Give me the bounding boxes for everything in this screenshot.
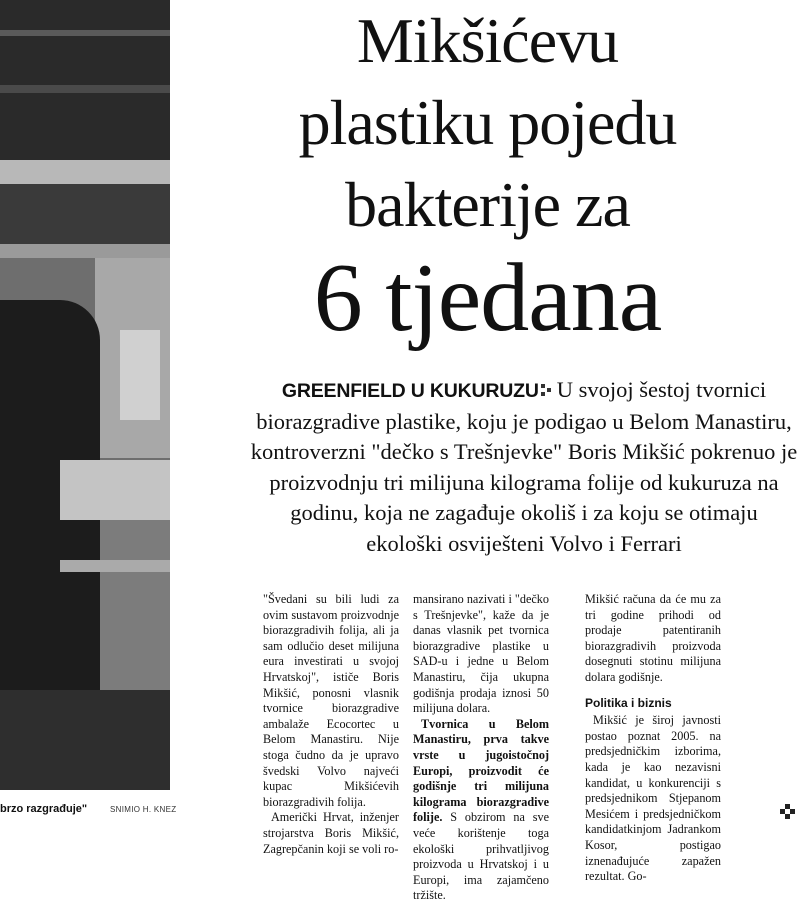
- col3-paragraph-2: Mikšić je široj javnosti postao poznat 2005. na predsjedničkim izborima, kada je kao nezavisni kandidat, u konkurenciji s predsjednikom Stjepanom Mesićem i predsjedničkom kandidatkinjom Jadrankom Kosor, postigao iznenađujuće zapažen rezultat. Go-: [585, 713, 721, 884]
- column-1: [263, 592, 399, 857]
- lead-text: U svojoj šestoj tvornici biorazgradive plastike, koju je podigao u Belom Manastiru, kontroverzni "dečko s Trešnjevke" Boris Mikšić pokrenuo je proizvodnju tri milijuna kilograma folije od kukuruza na godinu, koja ne zagađuje okoliš i za koju se otimaju ekološki osviješteni Volvo i Ferrari: [250, 377, 798, 556]
- col1-paragraph-1: "Švedani su bili ludi za ovim sustavom proizvodnje biorazgradivih folija, ali ja sam odlučio deset milijuna eura investirati u svojoj Hrvatskoj", ističe Boris Mikšić, ponosni vlasnik tvornice biorazgradive ambalaže Ecocortec u Belom Manastiru. Nije stoga čudno da je upravo švedski Volvo najveći kupac Mikšićevih biorazgradivih folija.: [263, 592, 399, 809]
- section-heading: Politika i biznis: [585, 695, 672, 710]
- photo-credit: SNIMIO H. KNEZ: [110, 805, 177, 814]
- article-photo: [0, 0, 170, 790]
- column-3: [585, 592, 721, 885]
- headline: [175, 0, 800, 350]
- headline-line-4: 6 tjedana: [313, 244, 662, 352]
- continue-marker-icon: [780, 804, 796, 820]
- col2-paragraph-2-rest: S obzirom na sve veće korištenje toga ekološki prihvatljivog proizvoda u Hrvatskoj i u Europi, ima zajamčeno tržište.: [413, 810, 549, 903]
- lead-paragraph: [250, 375, 798, 559]
- headline-line-2: plastiku pojedu: [298, 87, 677, 158]
- column-2: [413, 592, 549, 904]
- col3-paragraph-1: Mikšić računa da će mu za tri godine prihodi od prodaje patentiranih biorazgradivih proizvoda dosegnuti stotinu milijuna dolara godišnje.: [585, 592, 721, 684]
- col2-bold-intro: Tvornica u Belom Manastiru, prva takve vrste u jugoistočnoj Europi, proizvodit će godišnje tri milijuna kilograma biorazgradive folije.: [413, 716, 549, 825]
- col1-paragraph-2: Američki Hrvat, inženjer strojarstva Boris Mikšić, Zagrepčanin koji se voli ro-: [263, 810, 399, 856]
- kicker-marker-icon: [541, 384, 553, 396]
- headline-line-3: bakterije za: [345, 169, 630, 240]
- col2-paragraph-1: mansirano nazivati i "dečko s Trešnjevke", kaže da je danas vlasnik pet tvornica biorazgradive plastike u SAD-u i jedne u Belom Manastiru, čija ukupna godišnja prodaja iznosi 50 milijuna dolara.: [413, 592, 549, 716]
- col2-paragraph-2: [413, 717, 549, 904]
- kicker: GREENFIELD U KUKURUZU: [281, 380, 539, 402]
- headline-line-1: Mikšićevu: [356, 5, 619, 76]
- photo-caption: brzo razgrađuje": [0, 803, 88, 815]
